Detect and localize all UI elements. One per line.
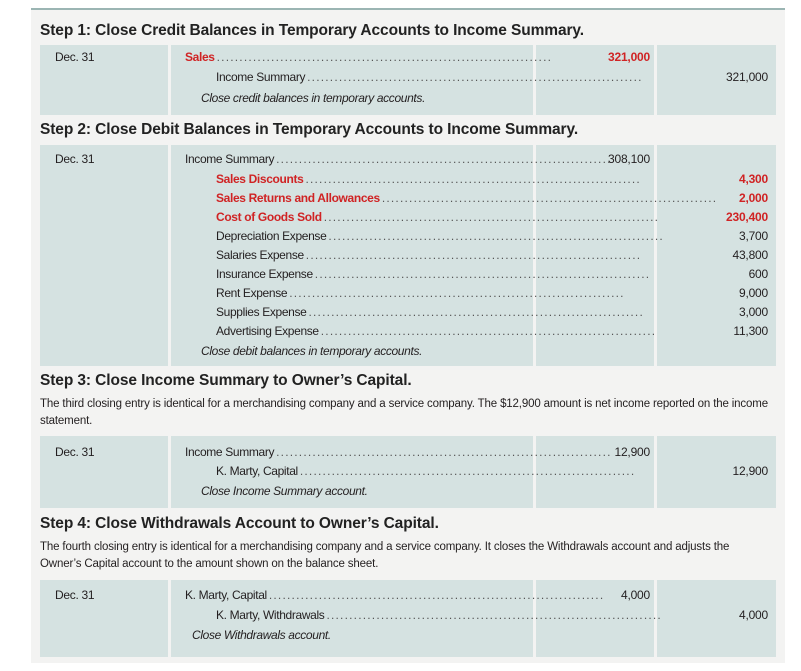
credit-amount: 600 <box>748 267 768 281</box>
credit-account: Income Summary .......................................................................... <box>216 70 643 84</box>
debit-account: Income Summary .......................................................................... <box>185 152 612 166</box>
entry-explanation: Close Withdrawals account. <box>192 628 331 642</box>
credit-amount: 230,400 <box>726 210 768 224</box>
credit-account: Depreciation Expense .......................................................................... <box>216 229 664 243</box>
step-3-description: The third closing entry is identical for a merchandising company and a service company. The $12,900 amount is net income reported on the income statement. <box>40 398 768 427</box>
debit-amount: 321,000 <box>608 50 650 64</box>
step-3-journal-entry <box>40 436 776 508</box>
credit-account: Supplies Expense .......................................................................... <box>216 305 644 319</box>
step-1-journal-entry <box>40 45 776 115</box>
entry-explanation: Close credit balances in temporary accounts. <box>201 91 426 105</box>
credit-amount: 11,300 <box>733 324 768 338</box>
credit-account: Advertising Expense .......................................................................... <box>216 324 657 338</box>
credit-amount: 4,300 <box>738 172 768 186</box>
step-4-title: Step 4: Close Withdrawals Account to Owner’s Capital. <box>40 515 439 532</box>
step-1-title: Step 1: Close Credit Balances in Temporary Accounts to Income Summary. <box>40 22 584 39</box>
debit-amount: 4,000 <box>620 588 650 602</box>
entry-date: Dec. 31 <box>55 588 95 602</box>
credit-account: K. Marty, Capital .......................................................................... <box>216 464 636 478</box>
credit-amount: 43,800 <box>732 248 768 262</box>
step-3-title: Step 3: Close Income Summary to Owner’s Capital. <box>40 372 412 389</box>
entry-explanation: Close Income Summary account. <box>201 484 368 498</box>
credit-amount: 3,700 <box>738 229 768 243</box>
credit-account: Sales Returns and Allowances .......................................................................... <box>216 191 718 205</box>
credit-account: Insurance Expense .......................................................................... <box>216 267 651 281</box>
debit-account: K. Marty, Capital .......................................................................... <box>185 588 605 602</box>
credit-amount: 9,000 <box>738 286 768 300</box>
credit-account: Sales Discounts .......................................................................... <box>216 172 641 186</box>
credit-account: K. Marty, Withdrawals .......................................................................... <box>216 608 662 622</box>
credit-account: Rent Expense .......................................................................... <box>216 286 625 300</box>
debit-amount: 308,100 <box>608 152 650 166</box>
credit-amount: 321,000 <box>726 70 768 84</box>
entry-explanation: Close debit balances in temporary accounts. <box>201 344 423 358</box>
entry-date: Dec. 31 <box>55 50 95 64</box>
debit-amount: 12,900 <box>614 445 650 459</box>
credit-amount: 2,000 <box>738 191 768 205</box>
credit-amount: 3,000 <box>738 305 768 319</box>
credit-account: Salaries Expense .......................................................................... <box>216 248 642 262</box>
step-4-description: The fourth closing entry is identical for a merchandising company and a service company. It closes the Withdrawals account and adjusts the Owner’s Capital account to the amount shown on the balance sheet. <box>40 541 730 570</box>
credit-amount: 4,000 <box>738 608 768 622</box>
debit-account: Income Summary .......................................................................... <box>185 445 612 459</box>
entry-date: Dec. 31 <box>55 445 95 459</box>
step-2-title: Step 2: Close Debit Balances in Temporary Accounts to Income Summary. <box>40 121 579 138</box>
step-4-journal-entry <box>40 580 776 657</box>
step-2-journal-entry <box>40 145 776 366</box>
entry-date: Dec. 31 <box>55 152 95 166</box>
debit-account: Sales .......................................................................... <box>185 50 553 64</box>
closing-entries-figure <box>31 8 785 663</box>
credit-account: Cost of Goods Sold .......................................................................... <box>216 210 660 224</box>
credit-amount: 12,900 <box>732 464 768 478</box>
